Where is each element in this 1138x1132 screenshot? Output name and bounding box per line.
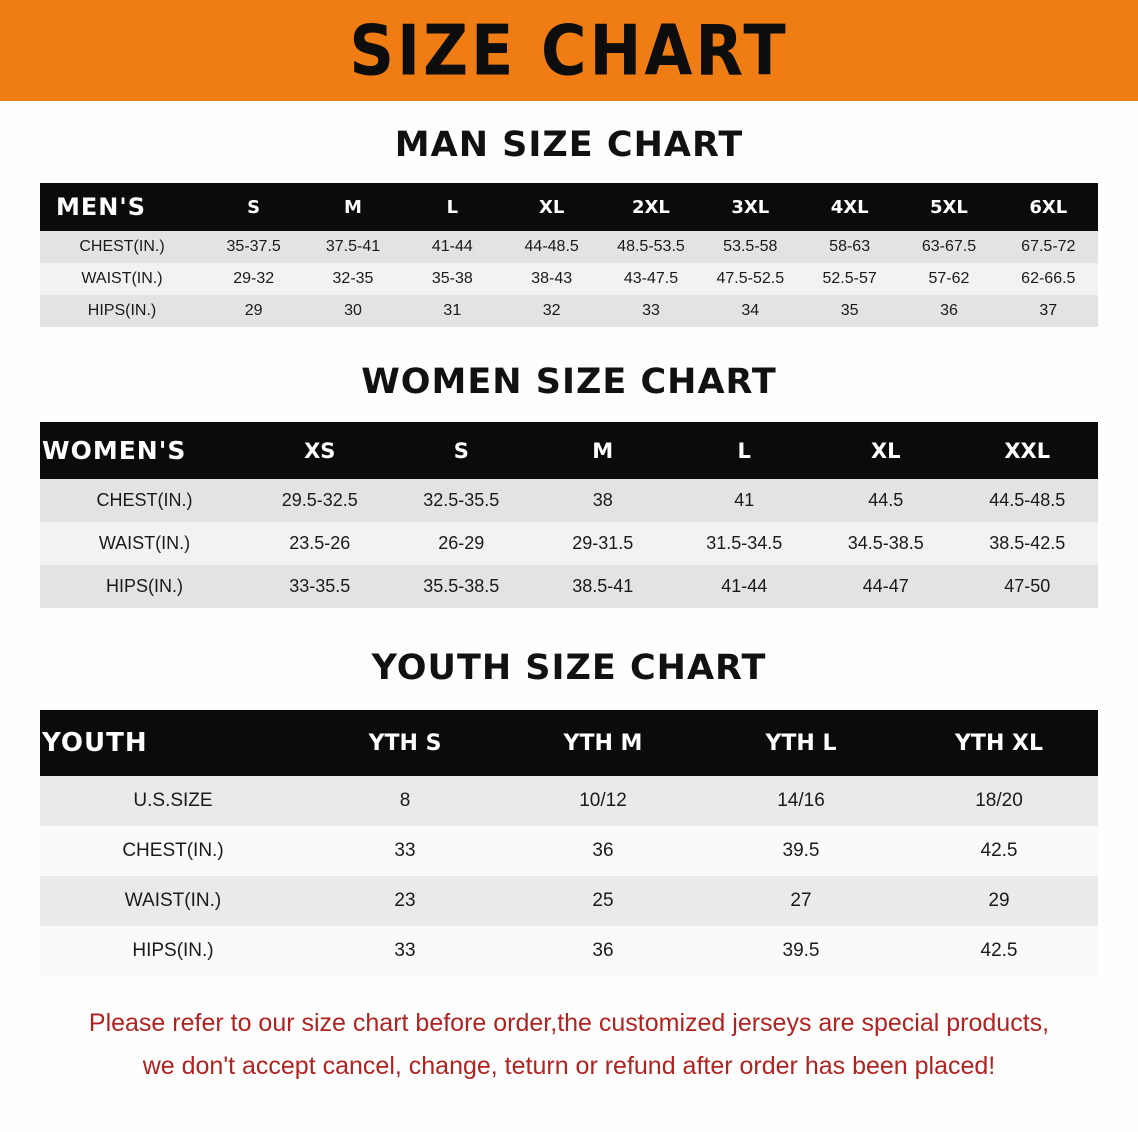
women-measure-label: WAIST(IN.): [40, 522, 249, 565]
man-measure-value: 44-48.5: [502, 231, 601, 263]
man-measure-value: 37: [999, 295, 1098, 327]
man-column-header: 2XL: [601, 183, 700, 231]
youth-table-wrap: [40, 710, 1098, 976]
women-measure-value: 26-29: [391, 522, 533, 565]
women-size-table: [40, 422, 1098, 608]
man-measure-value: 30: [303, 295, 402, 327]
youth-column-header: YTH XL: [900, 710, 1098, 776]
women-column-header: L: [674, 422, 816, 479]
youth-measure-value: 27: [702, 876, 900, 926]
man-column-header: S: [204, 183, 303, 231]
table-row: [40, 231, 1098, 263]
table-row: [40, 776, 1098, 826]
man-measure-value: 35-37.5: [204, 231, 303, 263]
women-table-body: [40, 479, 1098, 608]
youth-measure-value: 39.5: [702, 926, 900, 976]
man-measure-value: 62-66.5: [999, 263, 1098, 295]
man-measure-value: 57-62: [899, 263, 998, 295]
women-column-header: M: [532, 422, 674, 479]
women-measure-value: 41-44: [674, 565, 816, 608]
youth-section-title: YOUTH SIZE CHART: [371, 648, 767, 688]
women-table-head: [40, 422, 1098, 479]
youth-measure-value: 23: [306, 876, 504, 926]
man-measure-value: 33: [601, 295, 700, 327]
youth-measure-value: 14/16: [702, 776, 900, 826]
page-title: SIZE CHART: [349, 9, 789, 91]
women-measure-value: 29-31.5: [532, 522, 674, 565]
women-measure-value: 47-50: [957, 565, 1099, 608]
man-column-header: M: [303, 183, 402, 231]
women-measure-value: 32.5-35.5: [391, 479, 533, 522]
table-row: [40, 263, 1098, 295]
man-measure-value: 32-35: [303, 263, 402, 295]
youth-measure-value: 42.5: [900, 826, 1098, 876]
man-measure-value: 29-32: [204, 263, 303, 295]
youth-measure-label: HIPS(IN.): [40, 926, 306, 976]
man-column-header: L: [403, 183, 502, 231]
man-measure-value: 38-43: [502, 263, 601, 295]
man-measure-value: 63-67.5: [899, 231, 998, 263]
women-measure-value: 35.5-38.5: [391, 565, 533, 608]
man-measure-label: WAIST(IN.): [40, 263, 204, 295]
women-measure-value: 44.5-48.5: [957, 479, 1099, 522]
women-column-header: XS: [249, 422, 391, 479]
youth-size-table: [40, 710, 1098, 976]
man-measure-value: 67.5-72: [999, 231, 1098, 263]
order-policy-note: [34, 1002, 1104, 1088]
table-row: [40, 479, 1098, 522]
women-measure-value: 38.5-42.5: [957, 522, 1099, 565]
man-column-header: 6XL: [999, 183, 1098, 231]
man-table-wrap: [40, 183, 1098, 327]
youth-table-head: [40, 710, 1098, 776]
women-measure-value: 44-47: [815, 565, 957, 608]
youth-column-header: YTH S: [306, 710, 504, 776]
women-measure-value: 38.5-41: [532, 565, 674, 608]
table-row: [40, 565, 1098, 608]
man-measure-label: CHEST(IN.): [40, 231, 204, 263]
youth-measure-value: 33: [306, 926, 504, 976]
man-measure-label: HIPS(IN.): [40, 295, 204, 327]
women-column-header: XL: [815, 422, 957, 479]
man-column-header: 5XL: [899, 183, 998, 231]
man-measure-value: 34: [701, 295, 800, 327]
man-column-header: 3XL: [701, 183, 800, 231]
table-header-row: [40, 710, 1098, 776]
youth-measure-value: 10/12: [504, 776, 702, 826]
man-measure-value: 35-38: [403, 263, 502, 295]
women-measure-value: 31.5-34.5: [674, 522, 816, 565]
man-column-header: XL: [502, 183, 601, 231]
youth-row-header-label: YOUTH: [40, 710, 306, 776]
table-row: [40, 926, 1098, 976]
women-column-header: S: [391, 422, 533, 479]
women-measure-value: 29.5-32.5: [249, 479, 391, 522]
women-measure-value: 23.5-26: [249, 522, 391, 565]
youth-measure-value: 36: [504, 926, 702, 976]
man-section-title: MAN SIZE CHART: [394, 125, 744, 165]
women-measure-label: CHEST(IN.): [40, 479, 249, 522]
table-row: [40, 522, 1098, 565]
table-row: [40, 295, 1098, 327]
women-row-header-label: WOMEN'S: [40, 422, 249, 479]
youth-measure-value: 29: [900, 876, 1098, 926]
man-measure-value: 52.5-57: [800, 263, 899, 295]
youth-column-header: YTH L: [702, 710, 900, 776]
note-line-1: Please refer to our size chart before order,the customized jerseys are special products,: [88, 1009, 1050, 1037]
man-measure-value: 32: [502, 295, 601, 327]
women-column-header: XXL: [957, 422, 1099, 479]
page-banner: [0, 0, 1138, 101]
man-measure-value: 41-44: [403, 231, 502, 263]
youth-measure-value: 39.5: [702, 826, 900, 876]
table-row: [40, 876, 1098, 926]
table-header-row: [40, 183, 1098, 231]
man-measure-value: 31: [403, 295, 502, 327]
women-measure-value: 41: [674, 479, 816, 522]
youth-measure-value: 25: [504, 876, 702, 926]
youth-measure-value: 8: [306, 776, 504, 826]
note-line-2: we don't accept cancel, change, teturn or refund after order has been placed!: [142, 1052, 996, 1080]
youth-measure-value: 18/20: [900, 776, 1098, 826]
man-measure-value: 35: [800, 295, 899, 327]
man-table-head: [40, 183, 1098, 231]
youth-measure-value: 33: [306, 826, 504, 876]
women-measure-value: 38: [532, 479, 674, 522]
man-measure-value: 48.5-53.5: [601, 231, 700, 263]
youth-measure-value: 42.5: [900, 926, 1098, 976]
man-row-header-label: MEN'S: [40, 183, 204, 231]
man-measure-value: 36: [899, 295, 998, 327]
man-column-header: 4XL: [800, 183, 899, 231]
man-table-body: [40, 231, 1098, 327]
youth-measure-value: 36: [504, 826, 702, 876]
youth-measure-label: CHEST(IN.): [40, 826, 306, 876]
table-row: [40, 826, 1098, 876]
youth-table-body: [40, 776, 1098, 976]
women-section-title: WOMEN SIZE CHART: [361, 362, 777, 402]
man-measure-value: 47.5-52.5: [701, 263, 800, 295]
women-measure-value: 33-35.5: [249, 565, 391, 608]
women-measure-value: 44.5: [815, 479, 957, 522]
man-size-table: [40, 183, 1098, 327]
man-measure-value: 43-47.5: [601, 263, 700, 295]
table-header-row: [40, 422, 1098, 479]
man-measure-value: 53.5-58: [701, 231, 800, 263]
man-measure-value: 37.5-41: [303, 231, 402, 263]
women-measure-value: 34.5-38.5: [815, 522, 957, 565]
women-table-wrap: [40, 422, 1098, 608]
youth-column-header: YTH M: [504, 710, 702, 776]
man-measure-value: 58-63: [800, 231, 899, 263]
youth-measure-label: U.S.SIZE: [40, 776, 306, 826]
youth-measure-label: WAIST(IN.): [40, 876, 306, 926]
man-measure-value: 29: [204, 295, 303, 327]
women-measure-label: HIPS(IN.): [40, 565, 249, 608]
